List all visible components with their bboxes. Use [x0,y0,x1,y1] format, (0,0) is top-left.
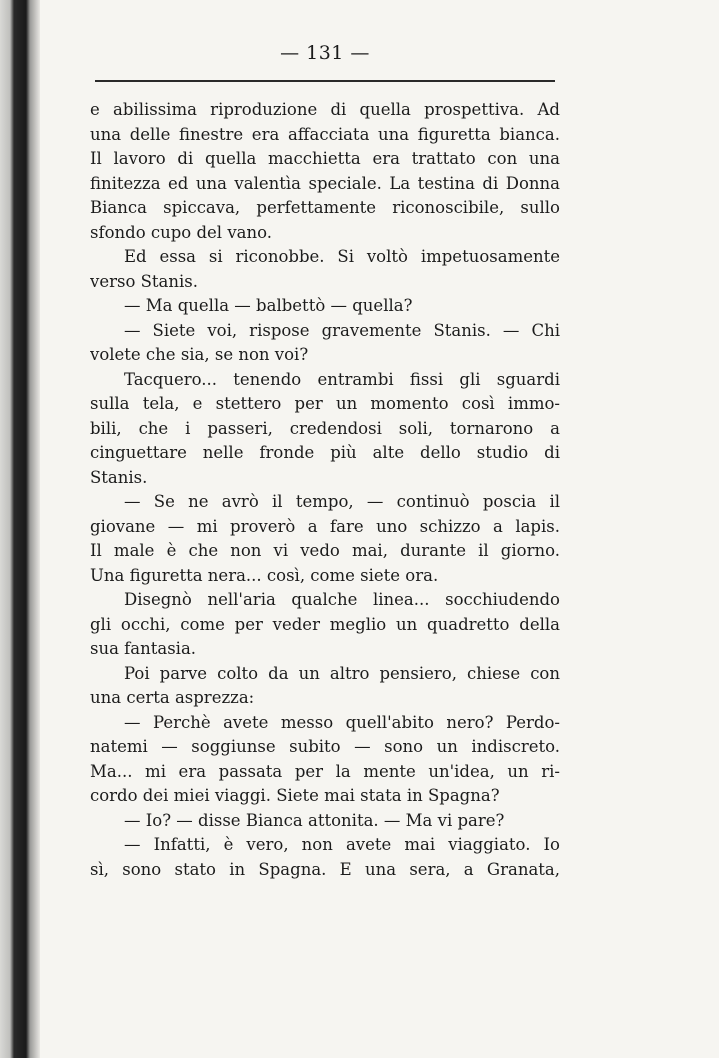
text-line: bili, che i passeri, credendosi soli, tornarono a [90,418,560,438]
text-line: — Se ne avrò il tempo, — continuò poscia il [124,492,560,511]
text-line: Ma... mi era passata per la mente un'idea, un ri- [90,761,560,781]
text-line: Disegnò nell'aria qualche linea... socchiudendo [124,590,560,609]
body-text [90,98,560,882]
text-line: — Siete voi, rispose gravemente Stanis. — Chi [124,320,560,340]
text-line: finitezza ed una valentìa speciale. La testina di Donna [90,173,560,193]
text-line: sì, sono stato in Spagna. E una sera, a Granata, [90,859,560,879]
text-line: volete che sia, se non voi? [90,345,309,364]
text-line: — Infatti, è vero, non avete mai viaggiato. Io [124,835,560,854]
text-line: e abilissima riproduzione di quella prospettiva. Ad [90,100,560,119]
text-line: natemi — soggiunse subito — sono un indiscreto. [90,737,560,756]
page-number: — 131 — [280,42,370,64]
text-line: Stanis. [90,467,148,487]
text-line: cordo dei miei viaggi. Siete mai stata in Spagna? [90,786,500,805]
text-line: una delle finestre era affacciata una figuretta bianca. [90,124,560,144]
text-line: cinguettare nelle fronde più alte dello studio di [90,443,560,462]
text-line: gli occhi, come per veder meglio un quadretto della [90,614,560,634]
text-line: Tacquero... tenendo entrambi fissi gli sguardi [124,369,560,389]
text-line: — Perchè avete messo quell'abito nero? Perdo- [124,712,560,732]
header-rule [95,80,555,82]
text-line: Una figuretta nera... così, come siete ora. [90,565,439,585]
text-line: sua fantasia. [90,639,197,658]
text-line: — Io? — disse Bianca attonita. — Ma vi pare? [124,810,505,830]
book-spine-shadow [0,0,40,1058]
text-line: verso Stanis. [90,271,199,291]
text-line: Ed essa si riconobbe. Si voltò impetuosamente [124,247,560,266]
text-line: Poi parve colto da un altro pensiero, chiese con [124,663,560,683]
text-line: Il male è che non vi vedo mai, durante il giorno. [90,541,560,560]
text-line: sulla tela, e stettero per un momento così immo- [90,394,560,413]
text-line: sfondo cupo del vano. [90,222,273,242]
text-line: — Ma quella — balbettò — quella? [124,296,413,315]
text-line: giovane — mi proverò a fare uno schizzo a lapis. [90,516,560,536]
text-line: Il lavoro di quella macchietta era trattato con una [90,149,560,168]
text-line: una certa asprezza: [90,688,255,707]
text-line: Bianca spiccava, perfettamente riconoscibile, sullo [90,198,560,217]
